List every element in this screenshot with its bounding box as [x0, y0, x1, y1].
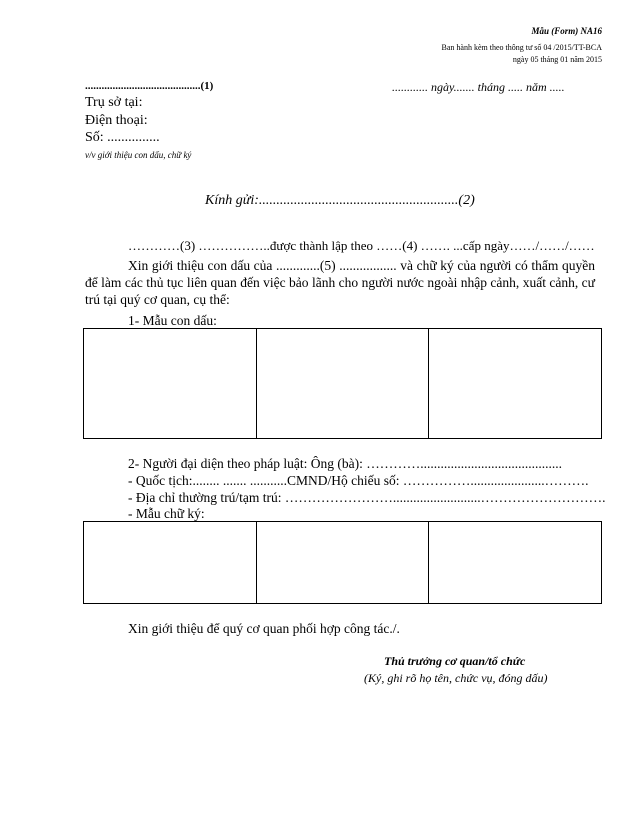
signature-box: [257, 522, 430, 603]
signature-box: [84, 522, 257, 603]
nationality-id-line: - Quốc tịch:........ ....... ...........CMND/Hộ chiếu số: ……………......................……….: [128, 473, 589, 488]
office-address-label: Trụ sở tại:: [85, 95, 143, 110]
date-line: ............ ngày....... tháng ..... năm .....: [392, 80, 565, 94]
seal-box: [84, 329, 257, 438]
organization-placeholder: ..........................................(1): [85, 80, 214, 92]
signature-box: [429, 522, 601, 603]
form-issued-line-2: ngày 05 tháng 01 năm 2015: [512, 55, 602, 64]
document-number-label: Số: ...............: [85, 130, 160, 145]
address-line: - Địa chỉ thường trú/tạm trú: ……………………..........................……………………….: [128, 490, 606, 505]
form-code: Mẫu (Form) NA16: [531, 26, 602, 36]
seal-box: [429, 329, 601, 438]
signatory-title: Thủ trưởng cơ quan/tổ chức: [384, 654, 526, 668]
seal-sample-boxes: [83, 328, 602, 439]
document-subject: v/v giới thiệu con dấu, chữ ký: [85, 150, 192, 160]
seal-box: [257, 329, 430, 438]
establishment-line: …………(3) ……………..được thành lập theo ……(4) ……. ...cấp ngày……/……/……: [128, 238, 595, 253]
seal-sample-heading: 1- Mẫu con dấu:: [128, 313, 217, 328]
closing-line: Xin giới thiệu để quý cơ quan phối hợp công tác./.: [128, 621, 400, 636]
signature-sample-boxes: [83, 521, 602, 604]
phone-label: Điện thoại:: [85, 113, 148, 128]
signatory-note: (Ký, ghi rõ họ tên, chức vụ, đóng dấu): [364, 671, 548, 685]
introduction-paragraph: Xin giới thiệu con dấu của .............(5) ................. và chữ ký của người có thẩm quyền để làm các thủ tục liên quan đến việc bảo lãnh cho người nước ngoài nhập cảnh, xuất cảnh, cư trú tại quý cơ quan, cụ thể:: [85, 258, 595, 307]
form-issued-line-1: Ban hành kèm theo thông tư số 04 /2015/TT-BCA: [441, 43, 602, 52]
signature-sample-heading: - Mẫu chữ ký:: [128, 506, 205, 521]
legal-representative-line: 2- Người đại diện theo pháp luật: Ông (bà): …………..........................................: [128, 456, 563, 471]
recipient-line: Kính gửi:.........................................................(2): [205, 193, 475, 208]
